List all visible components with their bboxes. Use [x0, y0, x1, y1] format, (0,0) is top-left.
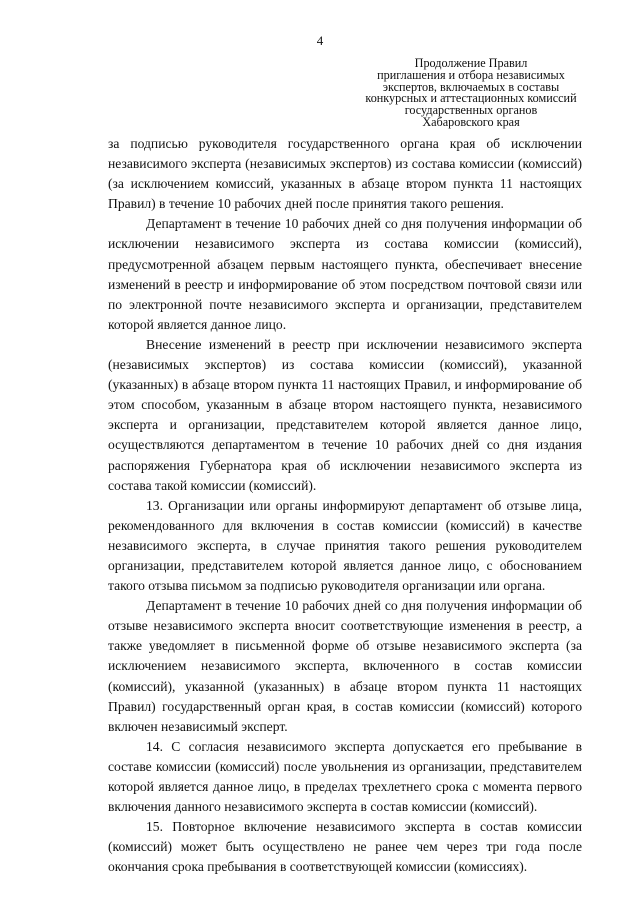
paragraph: Департамент в течение 10 рабочих дней со дня получения информации об исключении независимого эксперта из состава комиссии (комиссий), предусмотренной абзацем первым настоящего пункта, обеспечивает внесение изменений в реестр и информирование об этом посредством почтовой связи или по электронной почте независимого эксперта и организации, представителем которой является данное лицо.	[108, 216, 582, 332]
document-body	[108, 134, 582, 877]
header-line: Продолжение Правил	[414, 56, 528, 70]
paragraph: Департамент в течение 10 рабочих дней со дня получения информации об отзыве независимого эксперта вносит соответствующие изменения в реестр, а также уведомляет в письменной форме об отзыве независимого эксперта (за исключением независимого эксперта, включенного в состав комиссии (комиссий), указанной (указанных) в абзаце втором пункта 11 настоящих Правил) государственный орган края, в состав комиссии (комиссий) которого включен независимый эксперт.	[108, 598, 582, 734]
paragraph: 14. С согласия независимого эксперта допускается его пребывание в составе комиссии (комиссий) после увольнения из организации, представителем которой является данное лицо, в пределах трехлетнего срока с момента первого включения данного независимого эксперта в состав комиссии (комиссий).	[108, 738, 582, 815]
paragraph: 13. Организации или органы информируют департамент об отзыве лица, рекомендованного для включения в состав комиссии (комиссий) в качестве независимого эксперта, в случае принятия такого решения руководителем организации, представителем которой является данное лицо, с обоснованием такого отзыва письмом за подписью руководителя организации или органа.	[108, 497, 582, 594]
header-line: приглашения и отбора независимых	[377, 67, 565, 82]
header-note	[360, 58, 582, 129]
header-line: государственных органов	[404, 103, 538, 118]
page-number: 4	[316, 33, 324, 48]
header-line: Хабаровского края	[422, 114, 520, 129]
header-line: экспертов, включаемых в составы	[382, 79, 560, 94]
paragraph: Внесение изменений в реестр при исключении независимого эксперта (независимых экспертов) из состава комиссии (комиссий), указанной (указанных) в абзаце втором пункта 11 настоящих Правил, и информирование об этом способом, указанным в абзаце втором настоящего пункта, независимого эксперта и организации, представителем которой является данное лицо, осуществляются департаментом в течение 10 рабочих дней со дня издания распоряжения Губернатора края об исключении независимого эксперта из состава такой комиссии (комиссий).	[108, 336, 582, 493]
header-line: конкурсных и аттестационных комиссий	[365, 91, 577, 106]
paragraph: 15. Повторное включение независимого эксперта в состав комиссии (комиссий) может быть осуществлено не ранее чем через три года после окончания срока пребывания в соответствующей комиссии (комиссиях).	[108, 819, 582, 875]
paragraph: за подписью руководителя государственного органа края об исключении независимого эксперта (независимых экспертов) из состава комиссии (комиссий) (за исключением комиссий, указанных в абзаце втором пункта 11 настоящих Правил) в течение 10 рабочих дней после принятия такого решения.	[108, 136, 582, 212]
